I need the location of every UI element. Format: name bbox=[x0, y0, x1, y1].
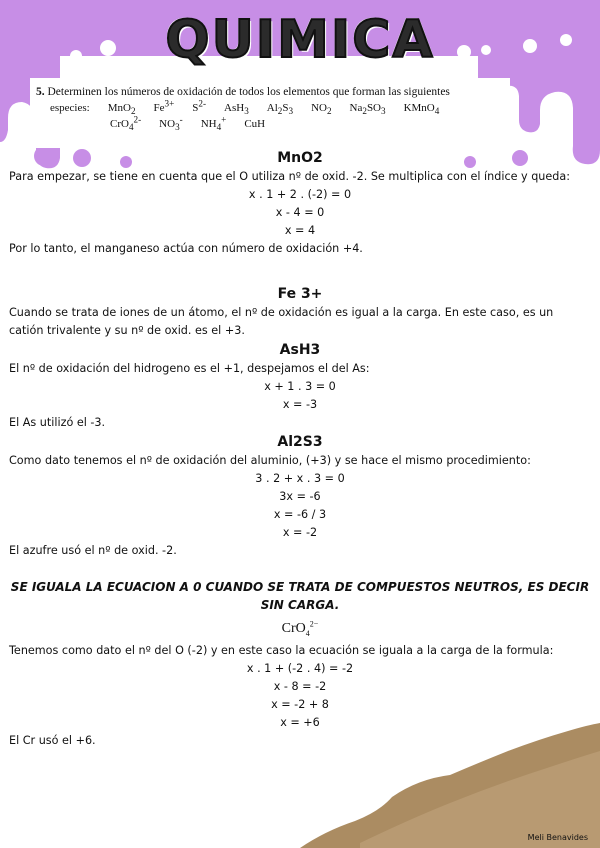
species-item: $NO_2$ bbox=[311, 102, 332, 117]
equation-step: x . 1 + (-2 . 4) = -2 bbox=[246, 662, 354, 675]
paragraph: Tenemos como dato el nº del O (-2) y en este caso la ecuación se iguala a la carga de la formula: bbox=[9, 644, 554, 657]
equation-step: x = 4 bbox=[284, 224, 316, 237]
equation-step: x . 1 + 2 . (-2) = 0 bbox=[248, 188, 352, 201]
author-signature: Meli Benavides bbox=[527, 833, 588, 842]
cro4-formula: CrO$_4^{2-}$ bbox=[281, 619, 319, 638]
species-item: CrO$_4^{2-}$ bbox=[110, 114, 142, 133]
species-item: KMnO$_4$ bbox=[403, 102, 440, 117]
exercise-question bbox=[36, 86, 506, 98]
species-item: $S^{2-}$ bbox=[192, 98, 207, 114]
neutral-compound-note: SE IGUALA LA ECUACION A 0 CUANDO SE TRATA DE COMPUESTOS NEUTROS, ES DECIR SIN CARGA. bbox=[10, 580, 590, 612]
paragraph: El As utilizó el -3. bbox=[9, 416, 106, 429]
species-item: $Na_2SO_3$ bbox=[349, 102, 386, 117]
section-heading-mno2: MnO2 bbox=[277, 150, 323, 166]
species-item: MnO$_2$ bbox=[107, 102, 136, 117]
equation-step: x = -3 bbox=[282, 398, 318, 411]
equation-step: x = -2 + 8 bbox=[271, 698, 329, 711]
section-heading-ash3: AsH3 bbox=[279, 342, 321, 358]
equation-step: x + 1 . 3 = 0 bbox=[264, 380, 336, 393]
paragraph: Cuando se trata de iones de un átomo, el nº de oxidación es igual a la carga. En este caso, es un catión trivalente y su nº de oxid. es el +3. bbox=[9, 306, 554, 337]
section-heading-al2s3: Al2S3 bbox=[277, 434, 323, 450]
species-label: especies: bbox=[50, 102, 90, 114]
page-title: QUIMICA bbox=[165, 10, 435, 70]
paragraph: Para empezar, se tiene en cuenta que el O utiliza nº de oxid. -2. Se multiplica con el índice y queda: bbox=[9, 170, 571, 183]
equation-step: x = -2 bbox=[282, 526, 318, 539]
exercise-question-text: Determinen los números de oxidación de todos los elementos que forman las siguientes bbox=[47, 86, 450, 98]
exercise-statement bbox=[36, 86, 506, 133]
paragraph: Por lo tanto, el manganeso actúa con número de oxidación +4. bbox=[9, 242, 363, 255]
exercise-number: 5. bbox=[36, 86, 45, 98]
paragraph: El Cr usó el +6. bbox=[9, 734, 96, 747]
species-item: $NO_3^-$ bbox=[159, 114, 183, 133]
solution-content bbox=[9, 148, 591, 750]
equation-step: x = +6 bbox=[280, 716, 320, 729]
species-item: AsH$_3$ bbox=[224, 102, 249, 117]
equation-step: 3x = -6 bbox=[279, 490, 321, 503]
paragraph: El nº de oxidación del hidrogeno es el +1, despejamos el del As: bbox=[9, 362, 370, 375]
equation-step: x - 8 = -2 bbox=[273, 680, 327, 693]
equation-step: 3 . 2 + x . 3 = 0 bbox=[255, 472, 345, 485]
species-item: $NH_4^+$ bbox=[200, 114, 227, 133]
section-heading-fe: Fe 3+ bbox=[277, 286, 323, 302]
equation-step: x = -6 / 3 bbox=[273, 508, 327, 521]
equation-step: x - 4 = 0 bbox=[275, 206, 325, 219]
species-item: CuH bbox=[244, 118, 266, 130]
species-row-2 bbox=[36, 114, 506, 133]
paragraph: El azufre usó el nº de oxid. -2. bbox=[9, 544, 177, 557]
species-item: $Fe^{3+}$ bbox=[153, 98, 175, 114]
species-row-1 bbox=[36, 98, 506, 117]
species-item: $Al_2S_3$ bbox=[266, 102, 294, 117]
paragraph: Como dato tenemos el nº de oxidación del aluminio, (+3) y se hace el mismo procedimiento: bbox=[9, 454, 531, 467]
